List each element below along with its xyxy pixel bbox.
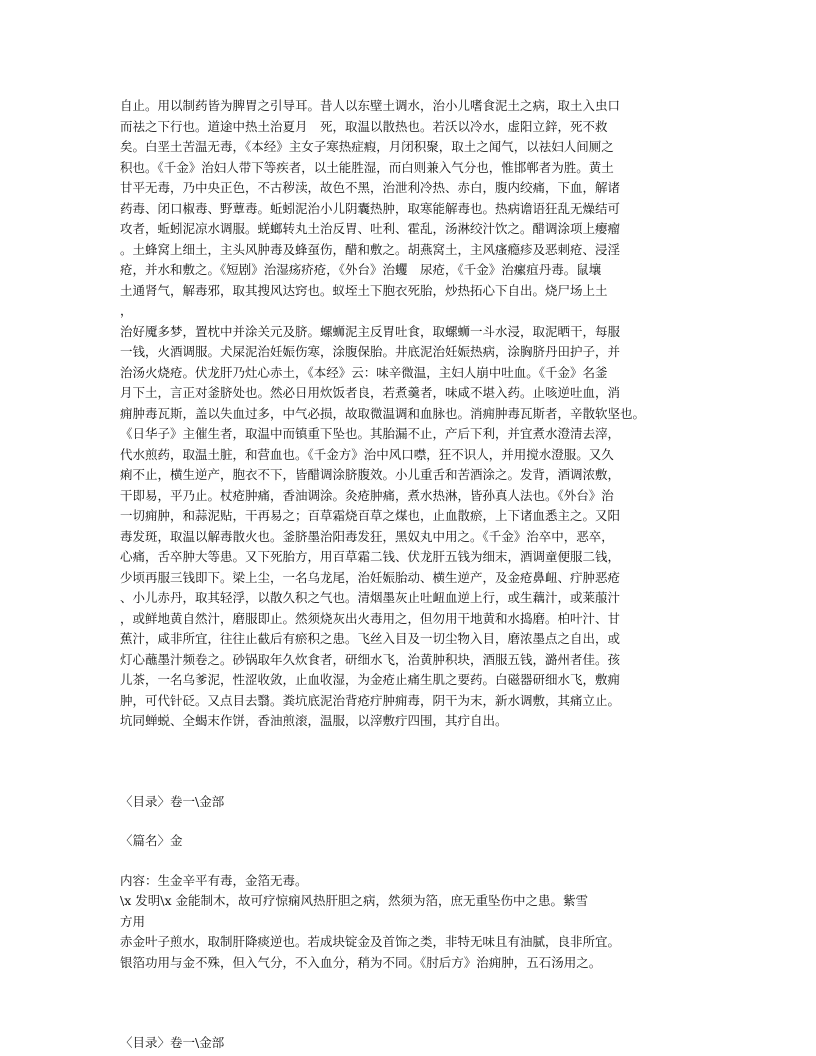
text-line: ，或鲜地黄自然汁，磨服即止。然须烧灰出火毒用之，但勿用干地黄和水捣磨。柏叶汁、甘: [120, 610, 621, 626]
text-line: 积也。《千金》治妇人带下等疾者，以土能胜湿，而白则兼入气分也，惟邯郸者为胜。黄土: [120, 159, 614, 175]
text-line: 《日华子》主催生者，取温中而镇重下坠也。其胎漏不止，产后下利，并宜煮水澄清去滓，: [120, 426, 621, 441]
text-line: 干即易，平乃止。杖疮肿痛，香油调涂。灸疮肿痛，煮水热淋，皆孙真人法也。《外台》治: [120, 487, 614, 503]
text-line: 灯心蘸墨汁频卷之。砂锅取年久炊食者，研细水飞，治黄肿积块，酒服五钱，潞州者佳。孩: [120, 651, 621, 667]
text-line: 甘平无毒，乃中央正色，不古秽渎，故色不黑，治泄利冷热、赤白，腹内绞痛，下血，解诸: [120, 180, 621, 195]
text-line: \x 发明\x 金能制木，故可疗惊痫风热肝胆之病，然须为箔，庶无重坠伤中之患。紫雪: [120, 893, 588, 908]
text-line: 痢不止，横生逆产，胞衣不下，皆醋调涂脐腹效。小儿重舌和苦酒涂之。发背，酒调浓敷，: [120, 467, 621, 482]
text-line: 治好魇多梦，置枕中并涂关元及脐。螺蛳泥主反胃吐食，取螺蛳一斗水浸，取泥晒干，每服: [120, 323, 621, 339]
text-line: 代水煎药，取温土脏，和营血也。《千金方》治中风口噤，狂不识人，并用搅水澄服。又久: [120, 446, 614, 462]
text-line: ，: [120, 303, 133, 318]
document-page: [120, 96, 700, 1054]
text-block-earth-section: [120, 96, 700, 732]
catalog-heading: 〈目录〉卷一\金部: [120, 793, 225, 809]
text-line: 肿，可代针砭。又点目去翳。粪坑底泥治背疮疔肿痈毒，阴干为末，新水调敷，其痛立止。: [120, 692, 621, 708]
text-line: 一钱，火酒调服。犬屎泥治妊娠伤寒，涂腹保胎。井底泥治妊娠热病，涂胸脐丹田护子，并: [120, 344, 621, 359]
text-line: 自止。用以制药皆为脾胃之引导耳。昔人以东壁土调水，治小儿嗜食泥土之病，取土入虫口: [120, 98, 621, 113]
text-line: 心痛，舌卒肿大等患。又下死胎方，用百草霜二钱、伏龙肝五钱为细末，酒调童便服二钱，: [120, 549, 621, 564]
text-line: 银箔功用与金不殊，但入气分，不入血分，稍为不同。《肘后方》治痈肿，五石汤用之。: [120, 954, 602, 970]
text-line: 而祛之下行也。道途中热土治夏月 死，取温以散热也。若沃以冷水，虚阳立鋅，死不救: [120, 118, 608, 134]
text-line: 治汤火烧疮。伏龙肝乃灶心赤土，《本经》云：味辛微温，主妇人崩中吐血。《千金》名釜: [120, 364, 608, 380]
text-line: 毒发斑，取温以解毒散火也。釜脐墨治阳毒发狂，黑奴丸中用之。《千金》治卒中，恶卒，: [120, 528, 614, 544]
text-line: 方用: [120, 913, 146, 929]
text-line: 少顷再服三钱即下。梁上尘，一名乌龙尾，治妊娠胎动、横生逆产，及金疮鼻衄、疔肿恶疮: [120, 569, 621, 585]
text-line: 药毒、闭口椒毒、野蕈毒。蚯蚓泥治小儿阴囊热肿，取寒能解毒也。热病谵语狂乱无燥结可: [120, 200, 621, 216]
text-line: 矣。白垩土苦温无毒，《本经》主女子寒热症瘕，月闭积聚，取土之闻气，以祛妇人间厕之: [120, 139, 614, 154]
chapter-title: 〈篇名〉金: [120, 833, 183, 848]
text-line: 坑同蝉蜕、全蝎末作饼，香油煎滚，温服，以滓敷疔四围，其疔自出。: [120, 713, 508, 728]
catalog-heading-next: 〈目录〉卷一\金部: [120, 1035, 225, 1050]
text-line: 赤金叶子煎水，取制肝降痰逆也。若成块锭金及首饰之类，非特无味且有油腻，良非所宜。: [120, 934, 621, 949]
text-line: 月下土，言正对釜脐处也。然必日用炊饭者良，若煮羹者，味咸不堪入药。止咳逆吐血，消: [120, 385, 621, 400]
text-line: 、小儿赤丹，取其轻浮，以散久积之气也。清烟墨灰止吐衄血逆上行，或生藕汁，或莱菔汁: [120, 590, 621, 605]
text-line: 儿茶，一名乌爹泥，性涩收敛，止血收湿，为金疮止痛生肌之要药。白磁器研细水飞，敷痈: [120, 672, 621, 687]
text-line: 蕉汁，咸非所宜，往往止截后有瘀积之患。飞丝入目及一切尘物入目，磨浓墨点之自出，或: [120, 631, 621, 646]
text-line: 疮，并水和敷之。《短剧》治湿疡疥疮，《外台》治蠼 尿疮，《千金》治瘰疽丹毒。鼠壤: [120, 262, 602, 277]
text-line: 一切痈肿，和蒜泥贴，干再易之；百草霜烧百草之煤也，止血散瘀，上下诸血悉主之。又阳: [120, 508, 621, 523]
text-line: 内容：生金辛平有毒，金箔无毒。: [120, 872, 308, 888]
text-line: 土通肾气，解毒邪，取其搜风达窍也。蚁垤土下胞衣死胎，炒热拓心下自出。烧尸场上土: [120, 282, 608, 298]
text-line: 痈肿毒瓦斯，盖以失血过多，中气必损，故取微温调和血脉也。消痈肿毒瓦斯者，辛散软坚也。: [120, 405, 646, 421]
text-block-gold-section: [120, 871, 700, 974]
section-gap: [120, 973, 700, 1033]
section-gap: [120, 732, 700, 792]
text-line: 攻者，蚯蚓泥凉水调服。蜣螂转丸土治反胃、吐利、霍乱，汤淋绞汁饮之。醋调涂项上瘿瘤: [120, 221, 621, 236]
text-line: 。土蜂窝上细土，主头风肿毒及蜂虿伤，醋和敷之。胡燕窝土，主风瘙瘾疹及恶刺疮、浸淫: [120, 241, 621, 257]
